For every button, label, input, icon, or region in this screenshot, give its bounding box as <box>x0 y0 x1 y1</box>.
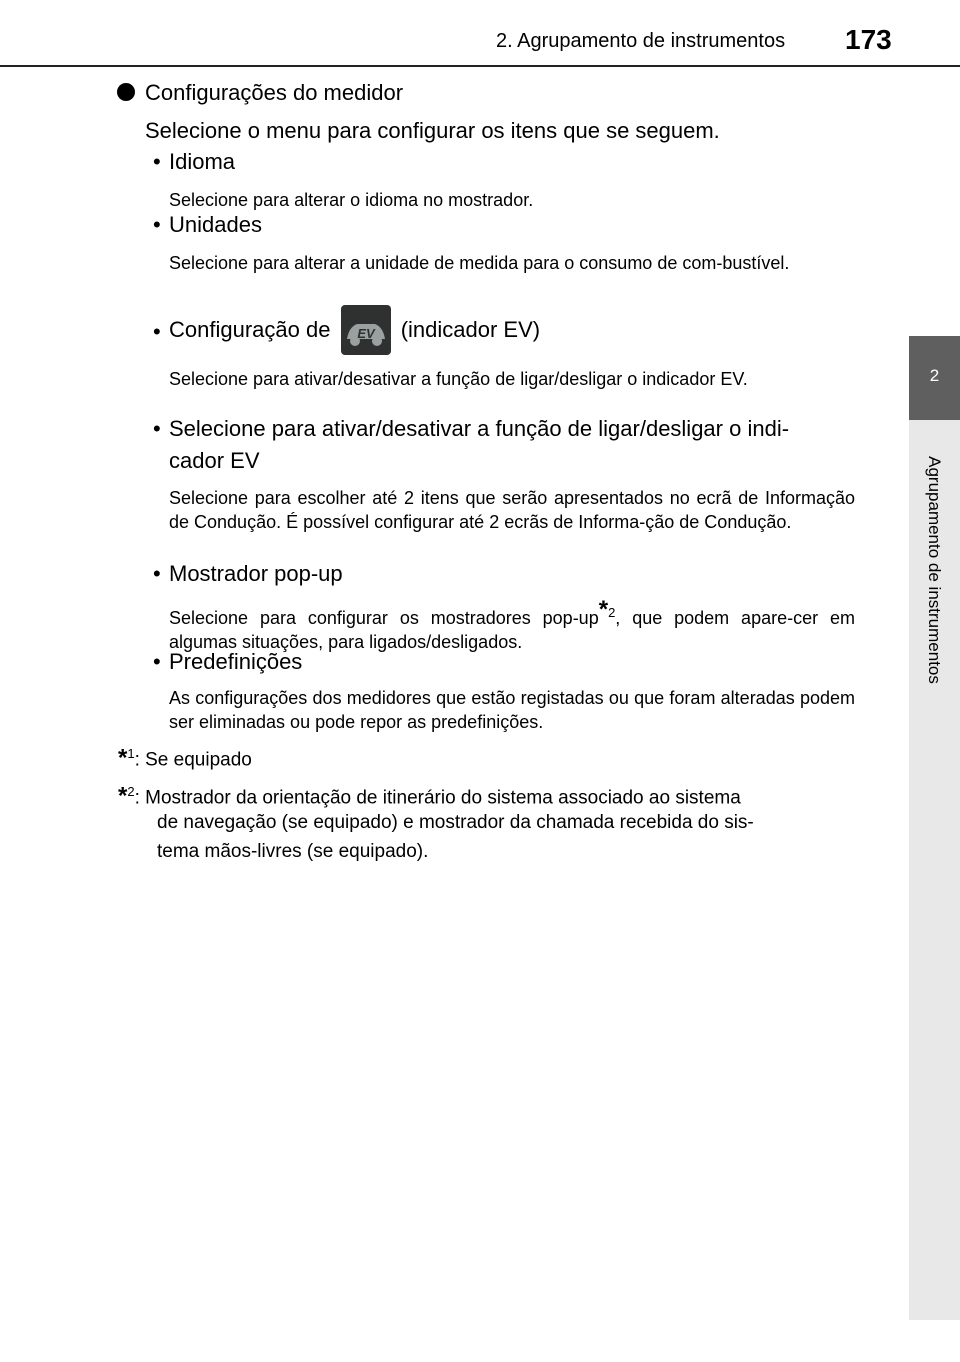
item-description <box>169 598 855 654</box>
item-title: Unidades <box>169 212 262 237</box>
footnote-star: * <box>118 744 128 772</box>
item-title <box>169 305 540 355</box>
footnote-text: : Se equipado <box>134 749 252 771</box>
section-bullet-icon <box>117 83 135 101</box>
item-description: Selecione para escolher até 2 itens que serão apresentados no ecrã de Informação de Condução. É possível configurar até 2 ecrãs de Informa-ção de Condução. <box>169 488 855 532</box>
running-header-title: 2. Agrupamento de instrumentos <box>496 30 786 52</box>
footnote-number: 2 <box>127 784 135 799</box>
header-divider <box>0 65 960 67</box>
footnote-star: * <box>598 596 609 623</box>
chapter-label-text: Agrupamento de instrumentos <box>925 456 944 684</box>
item-description-part: , que podem apare-cer em algumas situações, para ligados/desligados. <box>169 608 855 652</box>
item-description-part: Selecione para configurar os mostradores pop-up <box>169 608 599 628</box>
item-title: Mostrador pop-up <box>169 561 343 586</box>
footnote-2-line2: de navegação (se equipado) e mostrador da chamada recebida do sis- <box>157 812 754 833</box>
item-description: Selecione para ativar/desativar a função de ligar/desligar o indicador EV. <box>169 369 748 389</box>
footnote-text: : Mostrador da orientação de itinerário do sistema associado ao sistema <box>134 787 741 809</box>
list-bullet: • <box>153 212 161 237</box>
item-description: Selecione para alterar o idioma no mostrador. <box>169 190 534 210</box>
item-description: Selecione para alterar a unidade de medida para o consumo de com-bustível. <box>169 253 790 273</box>
svg-text:EV: EV <box>356 326 375 341</box>
section-intro: Selecione o menu para configurar os itens que se seguem. <box>145 118 720 143</box>
list-bullet: • <box>153 319 161 344</box>
item-title: Predefinições <box>169 649 303 674</box>
footnote-2 <box>118 778 741 812</box>
footnote-1 <box>118 740 252 774</box>
footnote-2-line3: tema mãos-livres (se equipado). <box>157 841 429 862</box>
item-title-line: cador EV <box>169 448 260 473</box>
item-description: As configurações dos medidores que estão registadas ou que foram alteradas podem ser eliminadas ou pode repor as predefinições. <box>169 688 855 732</box>
list-bullet: • <box>153 416 161 441</box>
item-title: Idioma <box>169 149 236 174</box>
item-title-line: Selecione para ativar/desativar a função de ligar/desligar o indi- <box>169 416 790 441</box>
ev-indicator-icon <box>341 305 391 355</box>
item-title-part: Configuração de <box>169 317 331 342</box>
footnote-number: 1 <box>127 746 135 761</box>
chapter-tab <box>909 336 960 420</box>
page-number: 173 <box>845 24 892 55</box>
list-bullet: • <box>153 561 161 586</box>
list-bullet: • <box>153 649 161 674</box>
chapter-number: 2 <box>929 366 940 385</box>
footnote-ref: 2 <box>608 605 616 620</box>
list-bullet: • <box>153 149 161 174</box>
section-heading: Configurações do medidor <box>145 80 404 105</box>
item-title-part: (indicador EV) <box>400 317 541 342</box>
footnote-star: * <box>118 782 128 810</box>
